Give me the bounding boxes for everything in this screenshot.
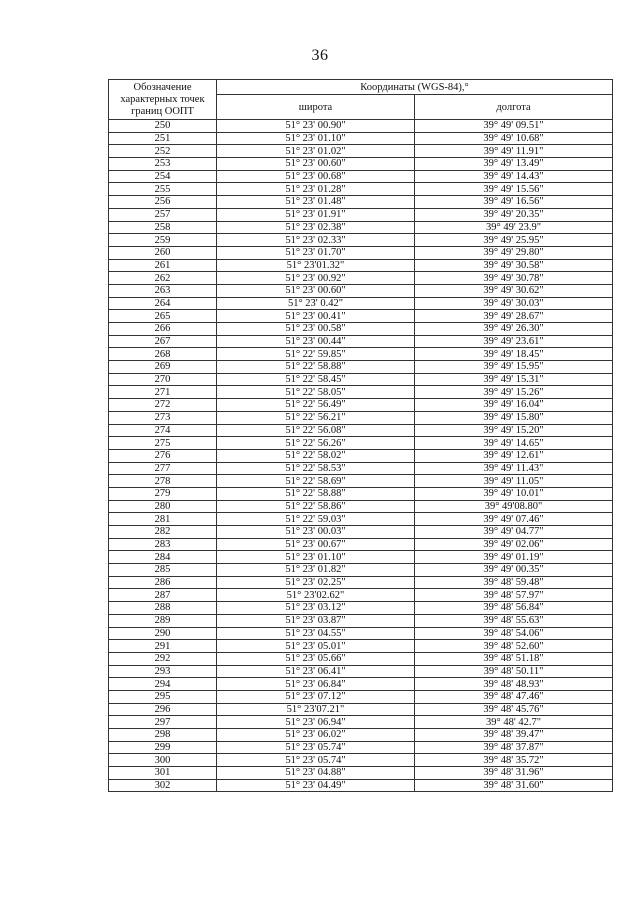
point-id-cell: 250 (109, 120, 217, 133)
longitude-cell: 39° 49' 30.58" (415, 259, 613, 272)
table-row (109, 487, 613, 500)
latitude-cell: 51° 23' 00.60" (217, 284, 415, 297)
table-row (109, 310, 613, 323)
longitude-cell: 39° 48' 52.60" (415, 640, 613, 653)
longitude-cell: 39° 49' 30.62" (415, 284, 613, 297)
longitude-cell: 39° 48' 51.18" (415, 652, 613, 665)
longitude-cell: 39° 48' 39.47" (415, 729, 613, 742)
point-id-cell: 278 (109, 475, 217, 488)
table-row (109, 145, 613, 158)
point-id-cell: 292 (109, 652, 217, 665)
longitude-cell: 39° 49' 23.61" (415, 335, 613, 348)
latitude-cell: 51° 23' 00.60" (217, 158, 415, 171)
table-row (109, 449, 613, 462)
longitude-cell: 39° 49' 15.95" (415, 361, 613, 374)
latitude-cell: 51° 23' 05.66" (217, 652, 415, 665)
table-row (109, 513, 613, 526)
point-id-cell: 253 (109, 158, 217, 171)
latitude-cell: 51° 23' 05.01" (217, 640, 415, 653)
latitude-cell: 51° 23' 00.68" (217, 170, 415, 183)
latitude-cell: 51° 22' 58.88" (217, 487, 415, 500)
table-row (109, 690, 613, 703)
table-row (109, 475, 613, 488)
point-id-cell: 279 (109, 487, 217, 500)
table-row (109, 741, 613, 754)
table-row (109, 576, 613, 589)
longitude-cell: 39° 49' 16.56" (415, 196, 613, 209)
latitude-cell: 51° 23' 01.91" (217, 208, 415, 221)
table-body (109, 120, 613, 792)
latitude-cell: 51° 22' 56.08" (217, 424, 415, 437)
latitude-cell: 51° 23'01.32" (217, 259, 415, 272)
longitude-cell: 39° 49' 15.26" (415, 386, 613, 399)
point-id-cell: 284 (109, 551, 217, 564)
latitude-cell: 51° 23' 00.41" (217, 310, 415, 323)
latitude-cell: 51° 23' 02.38" (217, 221, 415, 234)
latitude-cell: 51° 23' 05.74" (217, 754, 415, 767)
latitude-cell: 51° 23' 06.41" (217, 665, 415, 678)
latitude-cell: 51° 22' 58.05" (217, 386, 415, 399)
table-row (109, 183, 613, 196)
point-id-cell: 255 (109, 183, 217, 196)
longitude-cell: 39° 49' 18.45" (415, 348, 613, 361)
latitude-cell: 51° 23'07.21" (217, 703, 415, 716)
longitude-cell: 39° 49' 29.80" (415, 246, 613, 259)
latitude-cell: 51° 22' 58.69" (217, 475, 415, 488)
table-row (109, 246, 613, 259)
table-row (109, 729, 613, 742)
point-id-cell: 252 (109, 145, 217, 158)
latitude-cell: 51° 23' 05.74" (217, 741, 415, 754)
point-id-cell: 268 (109, 348, 217, 361)
point-id-cell: 275 (109, 437, 217, 450)
table-row (109, 284, 613, 297)
page-number: 36 (311, 47, 329, 64)
point-id-cell: 286 (109, 576, 217, 589)
point-id-cell: 267 (109, 335, 217, 348)
table-row (109, 386, 613, 399)
longitude-cell: 39° 49' 02.06" (415, 538, 613, 551)
table-row (109, 652, 613, 665)
longitude-cell: 39° 48' 45.76" (415, 703, 613, 716)
longitude-cell: 39° 49' 23.9" (415, 221, 613, 234)
table-row (109, 399, 613, 412)
table-row (109, 716, 613, 729)
latitude-cell: 51° 23' 04.49" (217, 779, 415, 792)
longitude-cell: 39° 48' 50.11" (415, 665, 613, 678)
point-id-cell: 298 (109, 729, 217, 742)
point-id-cell: 272 (109, 399, 217, 412)
longitude-cell: 39° 49' 15.31" (415, 373, 613, 386)
latitude-cell: 51° 23' 03.87" (217, 614, 415, 627)
point-id-cell: 270 (109, 373, 217, 386)
point-id-cell: 274 (109, 424, 217, 437)
point-id-cell: 297 (109, 716, 217, 729)
table-row (109, 640, 613, 653)
longitude-cell: 39° 48' 48.93" (415, 678, 613, 691)
latitude-cell: 51° 23' 01.28" (217, 183, 415, 196)
latitude-cell: 51° 22' 56.49" (217, 399, 415, 412)
table-row (109, 526, 613, 539)
longitude-cell: 39° 48' 37.87" (415, 741, 613, 754)
point-id-cell: 262 (109, 272, 217, 285)
longitude-cell: 39° 49' 15.80" (415, 411, 613, 424)
table-row (109, 614, 613, 627)
point-id-cell: 265 (109, 310, 217, 323)
table-row (109, 564, 613, 577)
table-row (109, 234, 613, 247)
point-id-cell: 258 (109, 221, 217, 234)
longitude-cell: 39° 49' 00.35" (415, 564, 613, 577)
table-row (109, 348, 613, 361)
latitude-cell: 51° 23' 00.44" (217, 335, 415, 348)
latitude-cell: 51° 23' 01.48" (217, 196, 415, 209)
longitude-cell: 39° 49' 25.95" (415, 234, 613, 247)
latitude-cell: 51° 22' 56.21" (217, 411, 415, 424)
table-row (109, 589, 613, 602)
point-id-cell: 282 (109, 526, 217, 539)
longitude-cell: 39° 49' 09.51" (415, 120, 613, 133)
point-id-cell: 263 (109, 284, 217, 297)
table-row (109, 335, 613, 348)
point-id-cell: 276 (109, 449, 217, 462)
table-row (109, 627, 613, 640)
longitude-cell: 39° 49' 16.04" (415, 399, 613, 412)
longitude-cell: 39° 49' 15.20" (415, 424, 613, 437)
latitude-cell: 51° 23' 00.58" (217, 323, 415, 336)
latitude-cell: 51° 22' 58.45" (217, 373, 415, 386)
table-row (109, 602, 613, 615)
latitude-cell: 51° 23' 0.42" (217, 297, 415, 310)
point-id-cell: 269 (109, 361, 217, 374)
longitude-cell: 39° 49' 14.65" (415, 437, 613, 450)
table-row (109, 779, 613, 792)
table-row (109, 120, 613, 133)
point-id-cell: 264 (109, 297, 217, 310)
point-id-cell: 281 (109, 513, 217, 526)
header-coordinates: Координаты (WGS-84),° (217, 80, 613, 95)
longitude-cell: 39° 49' 28.67" (415, 310, 613, 323)
table-row (109, 462, 613, 475)
longitude-cell: 39° 49' 12.61" (415, 449, 613, 462)
latitude-cell: 51° 23' 02.25" (217, 576, 415, 589)
longitude-cell: 39° 49' 30.78" (415, 272, 613, 285)
latitude-cell: 51° 23' 06.94" (217, 716, 415, 729)
table-row (109, 259, 613, 272)
longitude-cell: 39° 48' 31.96" (415, 767, 613, 780)
longitude-cell: 39° 49' 30.03" (415, 297, 613, 310)
point-id-cell: 299 (109, 741, 217, 754)
table-row (109, 551, 613, 564)
latitude-cell: 51° 23' 06.02" (217, 729, 415, 742)
header-latitude: широта (217, 95, 415, 120)
table-row (109, 221, 613, 234)
longitude-cell: 39° 48' 54.06" (415, 627, 613, 640)
table-row (109, 158, 613, 171)
longitude-cell: 39° 49' 11.91" (415, 145, 613, 158)
table-row (109, 196, 613, 209)
longitude-cell: 39° 48' 55.63" (415, 614, 613, 627)
point-id-cell: 300 (109, 754, 217, 767)
table-row (109, 208, 613, 221)
point-id-cell: 287 (109, 589, 217, 602)
point-id-cell: 260 (109, 246, 217, 259)
longitude-cell: 39° 49' 11.43" (415, 462, 613, 475)
latitude-cell: 51° 23' 00.67" (217, 538, 415, 551)
longitude-cell: 39° 49' 10.68" (415, 132, 613, 145)
coordinates-table (108, 79, 613, 792)
latitude-cell: 51° 23' 01.02" (217, 145, 415, 158)
longitude-cell: 39° 49' 26.30" (415, 323, 613, 336)
point-id-cell: 277 (109, 462, 217, 475)
point-id-cell: 288 (109, 602, 217, 615)
latitude-cell: 51° 23' 01.10" (217, 132, 415, 145)
longitude-cell: 39° 48' 57.97" (415, 589, 613, 602)
table-row (109, 665, 613, 678)
longitude-cell: 39° 48' 42.7" (415, 716, 613, 729)
point-id-cell: 291 (109, 640, 217, 653)
longitude-cell: 39° 49' 01.19" (415, 551, 613, 564)
longitude-cell: 39° 49' 11.05" (415, 475, 613, 488)
point-id-cell: 254 (109, 170, 217, 183)
latitude-cell: 51° 22' 58.02" (217, 449, 415, 462)
latitude-cell: 51° 23'02.62" (217, 589, 415, 602)
table-row (109, 437, 613, 450)
latitude-cell: 51° 23' 01.70" (217, 246, 415, 259)
table-row (109, 373, 613, 386)
point-id-cell: 257 (109, 208, 217, 221)
latitude-cell: 51° 22' 59.85" (217, 348, 415, 361)
table-row (109, 411, 613, 424)
header-point-designation: Обозначение характерных точек границ ООПТ (109, 80, 217, 120)
table-row (109, 500, 613, 513)
table-row (109, 297, 613, 310)
point-id-cell: 290 (109, 627, 217, 640)
point-id-cell: 295 (109, 690, 217, 703)
point-id-cell: 301 (109, 767, 217, 780)
point-id-cell: 259 (109, 234, 217, 247)
point-id-cell: 273 (109, 411, 217, 424)
table-row (109, 361, 613, 374)
longitude-cell: 39° 48' 35.72" (415, 754, 613, 767)
longitude-cell: 39° 49' 14.43" (415, 170, 613, 183)
longitude-cell: 39° 49'08.80" (415, 500, 613, 513)
longitude-cell: 39° 48' 31.60" (415, 779, 613, 792)
longitude-cell: 39° 49' 04.77" (415, 526, 613, 539)
latitude-cell: 51° 23' 04.88" (217, 767, 415, 780)
point-id-cell: 280 (109, 500, 217, 513)
table-row (109, 170, 613, 183)
point-id-cell: 283 (109, 538, 217, 551)
longitude-cell: 39° 48' 47.46" (415, 690, 613, 703)
longitude-cell: 39° 49' 10.01" (415, 487, 613, 500)
longitude-cell: 39° 49' 07.46" (415, 513, 613, 526)
header-longitude: долгота (415, 95, 613, 120)
longitude-cell: 39° 48' 56.84" (415, 602, 613, 615)
latitude-cell: 51° 23' 00.03" (217, 526, 415, 539)
table-row (109, 703, 613, 716)
longitude-cell: 39° 49' 15.56" (415, 183, 613, 196)
latitude-cell: 51° 23' 07.12" (217, 690, 415, 703)
latitude-cell: 51° 22' 58.86" (217, 500, 415, 513)
point-id-cell: 261 (109, 259, 217, 272)
table-row (109, 678, 613, 691)
latitude-cell: 51° 23' 06.84" (217, 678, 415, 691)
latitude-cell: 51° 23' 01.82" (217, 564, 415, 577)
latitude-cell: 51° 23' 00.92" (217, 272, 415, 285)
latitude-cell: 51° 22' 58.88" (217, 361, 415, 374)
point-id-cell: 289 (109, 614, 217, 627)
point-id-cell: 294 (109, 678, 217, 691)
point-id-cell: 256 (109, 196, 217, 209)
point-id-cell: 266 (109, 323, 217, 336)
latitude-cell: 51° 23' 00.90" (217, 120, 415, 133)
table-row (109, 538, 613, 551)
latitude-cell: 51° 22' 58.53" (217, 462, 415, 475)
longitude-cell: 39° 48' 59.48" (415, 576, 613, 589)
latitude-cell: 51° 23' 04.55" (217, 627, 415, 640)
table-row (109, 272, 613, 285)
point-id-cell: 293 (109, 665, 217, 678)
point-id-cell: 302 (109, 779, 217, 792)
latitude-cell: 51° 22' 56.26" (217, 437, 415, 450)
point-id-cell: 271 (109, 386, 217, 399)
latitude-cell: 51° 23' 01.10" (217, 551, 415, 564)
latitude-cell: 51° 23' 03.12" (217, 602, 415, 615)
point-id-cell: 285 (109, 564, 217, 577)
longitude-cell: 39° 49' 20.35" (415, 208, 613, 221)
latitude-cell: 51° 23' 02.33" (217, 234, 415, 247)
latitude-cell: 51° 22' 59.03" (217, 513, 415, 526)
table-row (109, 424, 613, 437)
table-row (109, 767, 613, 780)
table-row (109, 323, 613, 336)
longitude-cell: 39° 49' 13.49" (415, 158, 613, 171)
point-id-cell: 251 (109, 132, 217, 145)
point-id-cell: 296 (109, 703, 217, 716)
table-row (109, 754, 613, 767)
table-row (109, 132, 613, 145)
